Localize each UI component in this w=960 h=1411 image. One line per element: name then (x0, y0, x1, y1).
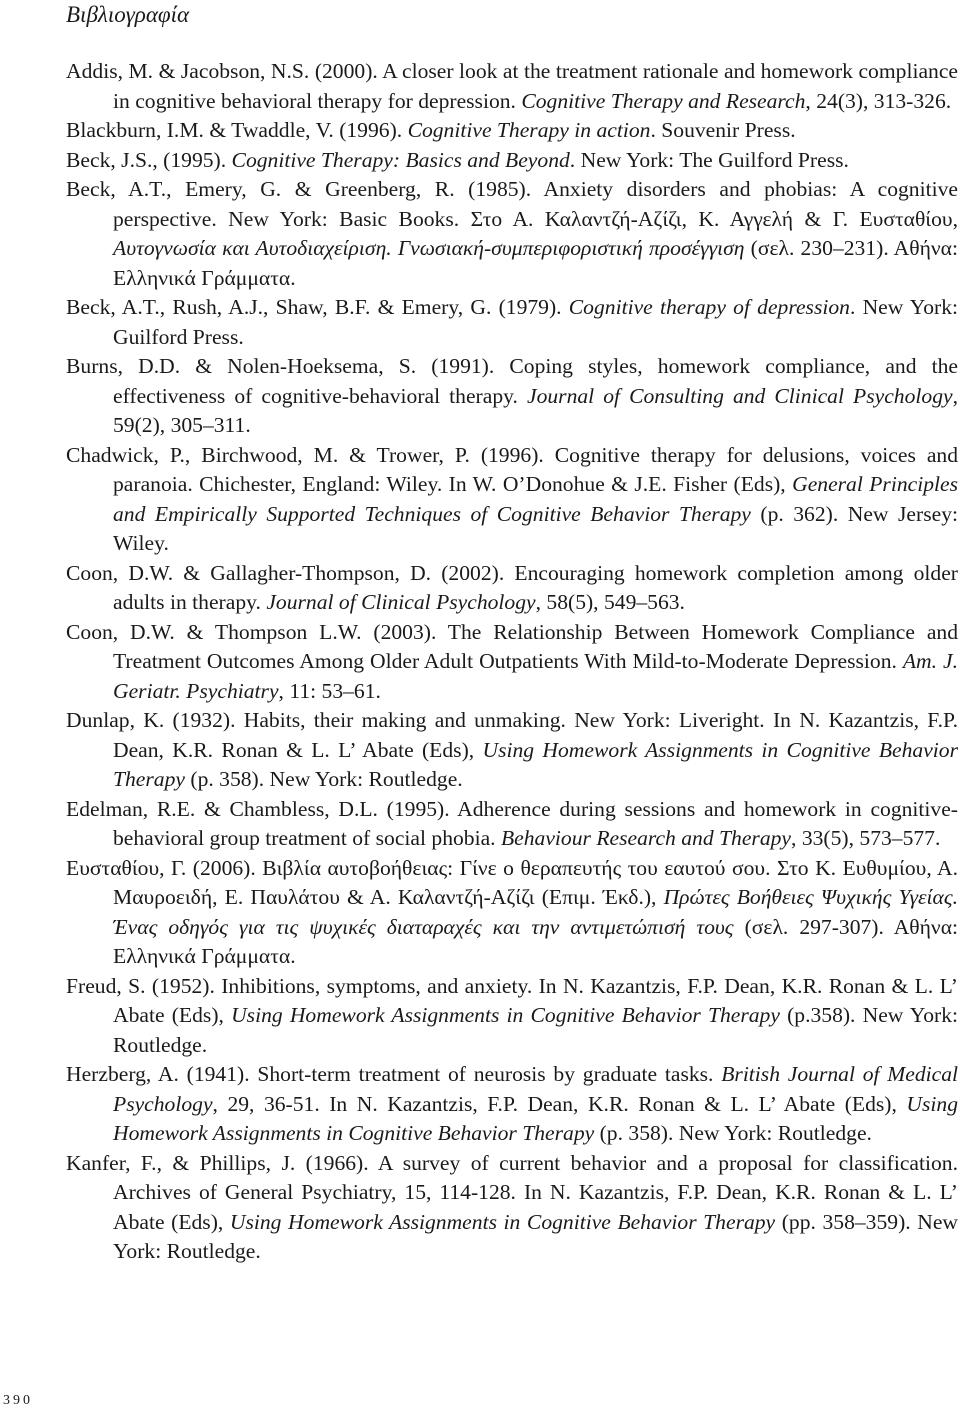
reference-italic-text: Πρώτες Βοήθειες Ψυχικής Υγείας. Ένας οδηγός για τις ψυχικές διαταραχές και την αντιμετώπισή τους (113, 885, 958, 939)
reference-italic-text: Cognitive Therapy and Research (521, 88, 806, 113)
reference-italic-text: Using Homework Assignments in Cognitive Behavior Therapy (231, 1003, 780, 1027)
reference-text: Ευσταθίου, Γ. (2006). Βιβλία αυτοβοήθειας: Γίνε ο θεραπευτής του εαυτού σου. Στο Κ. Ευθυμίου, Α. Μαυροειδή, Ε. Παυλάτου & Α. Καλαντζή-Αζίζι (Επιμ. Έκδ.), (66, 855, 958, 909)
reference-entry (66, 1060, 958, 1149)
reference-text: (pp. 358–359). New York: Routledge. (113, 1209, 959, 1263)
reference-list (66, 57, 958, 1267)
reference-italic-text: Cognitive Therapy in action (407, 118, 651, 142)
page-number: 390 (3, 1393, 33, 1408)
reference-italic-text: Using Homework Assignments in Cognitive Behavior Therapy (113, 737, 958, 791)
reference-text: Blackburn, I.M. & Twaddle, V. (1996). (66, 118, 408, 142)
reference-italic-text: Using Homework Assignments in Cognitive Behavior Therapy (113, 1091, 958, 1145)
reference-text: (p. 362). New Jersey: Wiley. (113, 501, 958, 555)
reference-text: , 33(5), 573–577. (791, 826, 941, 850)
reference-italic-text: Cognitive therapy of depression (568, 295, 850, 319)
reference-italic-text: Using Homework Assignments in Cognitive Behavior Therapy (229, 1209, 776, 1234)
reference-entry (66, 972, 958, 1061)
reference-italic-text: Am. J. Geriatr. Psychiatry (113, 649, 958, 703)
reference-text: , 29, 36-51. In N. Kazantzis, F.P. Dean, K.R. Ronan & L. L’ Abate (Eds), (212, 1091, 907, 1116)
reference-text: (σελ. 230–231). Αθήνα: Ελληνικά Γράμματα. (113, 236, 958, 290)
reference-italic-text: Behaviour Research and Therapy (500, 826, 792, 850)
reference-italic-text: Αυτογνωσία και Αυτοδιαχείριση. Γνωσιακή-συμπεριφοριστική προσέγγιση (113, 236, 745, 260)
reference-entry (66, 1149, 958, 1267)
reference-entry (66, 795, 958, 854)
reference-italic-text: Cognitive Therapy: Basics and Beyond (231, 147, 570, 172)
reference-text: Herzberg, A. (1941). Short-term treatment of neurosis by graduate tasks. (66, 1062, 722, 1086)
reference-text: . Souvenir Press. (650, 118, 796, 142)
reference-text: Beck, A.T., Rush, A.J., Shaw, B.F. & Emery, G. (1979). (66, 295, 569, 319)
reference-text: Burns, D.D. & Nolen-Hoeksema, S. (1991). Coping styles, homework compliance, and the effectiveness of cognitive-behavioral therapy. (66, 354, 958, 408)
reference-text: Dunlap, K. (1932). Habits, their making and unmaking. New York: Liveright. In N. Kazantzis, F.P. Dean, K.R. Ronan & L. L’ Abate (Eds), (66, 708, 958, 762)
reference-text: , 58(5), 549–563. (535, 590, 685, 614)
reference-text: (σελ. 297-307). Αθήνα: Ελληνικά Γράμματα. (113, 914, 959, 968)
reference-entry (66, 559, 958, 618)
reference-entry (66, 854, 958, 972)
page-heading: Βιβλιογραφία (66, 2, 190, 27)
reference-text: Beck, A.T., Emery, G. & Greenberg, R. (1985). Anxiety disorders and phobias: A cognitive perspective. New York: Basic Books. Στο Α. Καλαντζή-Αζίζι, Κ. Αγγελή & Γ. Ευσταθίου, (66, 177, 958, 231)
reference-text: Beck, J.S., (1995). (66, 147, 232, 172)
reference-text: , 59(2), 305–311. (113, 383, 958, 437)
reference-text: (p. 358). New York: Routledge. (594, 1121, 872, 1145)
reference-text: . New York: Guilford Press. (113, 295, 958, 349)
reference-entry (66, 706, 958, 795)
reference-entry (66, 116, 958, 146)
reference-text: , 11: 53–61. (278, 678, 381, 703)
reference-text: , 24(3), 313-326. (805, 88, 952, 113)
reference-text: (p.358). New York: Routledge. (113, 1003, 958, 1057)
reference-entry (66, 293, 958, 352)
reference-text: Addis, M. & Jacobson, N.S. (2000). A closer look at the treatment rationale and homework compliance in cognitive behavioral therapy for depression. (66, 59, 958, 113)
reference-italic-text: Journal of Clinical Psychology (266, 590, 536, 614)
reference-text: Freud, S. (1952). Inhibitions, symptoms, and anxiety. In N. Kazantzis, F.P. Dean, K.R. Ronan & L. L’ Abate (Eds), (66, 973, 958, 1027)
reference-text: Edelman, R.E. & Chambless, D.L. (1995). Adherence during sessions and homework in cognitive-behavioral group treatment of social phobia. (66, 796, 958, 850)
reference-italic-text: British Journal of Medical Psychology (113, 1062, 958, 1116)
reference-text: Kanfer, F., & Phillips, J. (1966). A survey of current behavior and a proposal for classification. Archives of General Psychiatry, 15, 114-128. In N. Kazantzis, F.P. Dean, K.R. Ronan & L. L’ Abate (Eds), (66, 1150, 958, 1234)
reference-italic-text: General Principles and Empirically Supported Techniques of Cognitive Behavior Therapy (113, 472, 959, 526)
reference-text: (p. 358). New York: Routledge. (184, 767, 463, 791)
reference-entry (66, 175, 958, 293)
reference-text: Chadwick, P., Birchwood, M. & Trower, P. (1996). Cognitive therapy for delusions, voices and paranoia. Chichester, England: Wiley. In W. O’Donohue & J.E. Fisher (Eds), (66, 442, 958, 496)
reference-text: Coon, D.W. & Thompson L.W. (2003). The Relationship Between Homework Compliance and Treatment Outcomes Among Older Adult Outpatients With Mild-to-Moderate Depression. (66, 619, 958, 673)
reference-text: . New York: The Guilford Press. (569, 147, 849, 172)
reference-entry (66, 57, 958, 116)
reference-entry (66, 352, 958, 441)
reference-entry (66, 441, 958, 559)
reference-text: Coon, D.W. & Gallagher-Thompson, D. (2002). Encouraging homework completion among older adults in therapy. (66, 560, 958, 614)
reference-entry (66, 146, 958, 176)
reference-entry (66, 618, 958, 707)
reference-italic-text: Journal of Consulting and Clinical Psychology (526, 383, 953, 408)
